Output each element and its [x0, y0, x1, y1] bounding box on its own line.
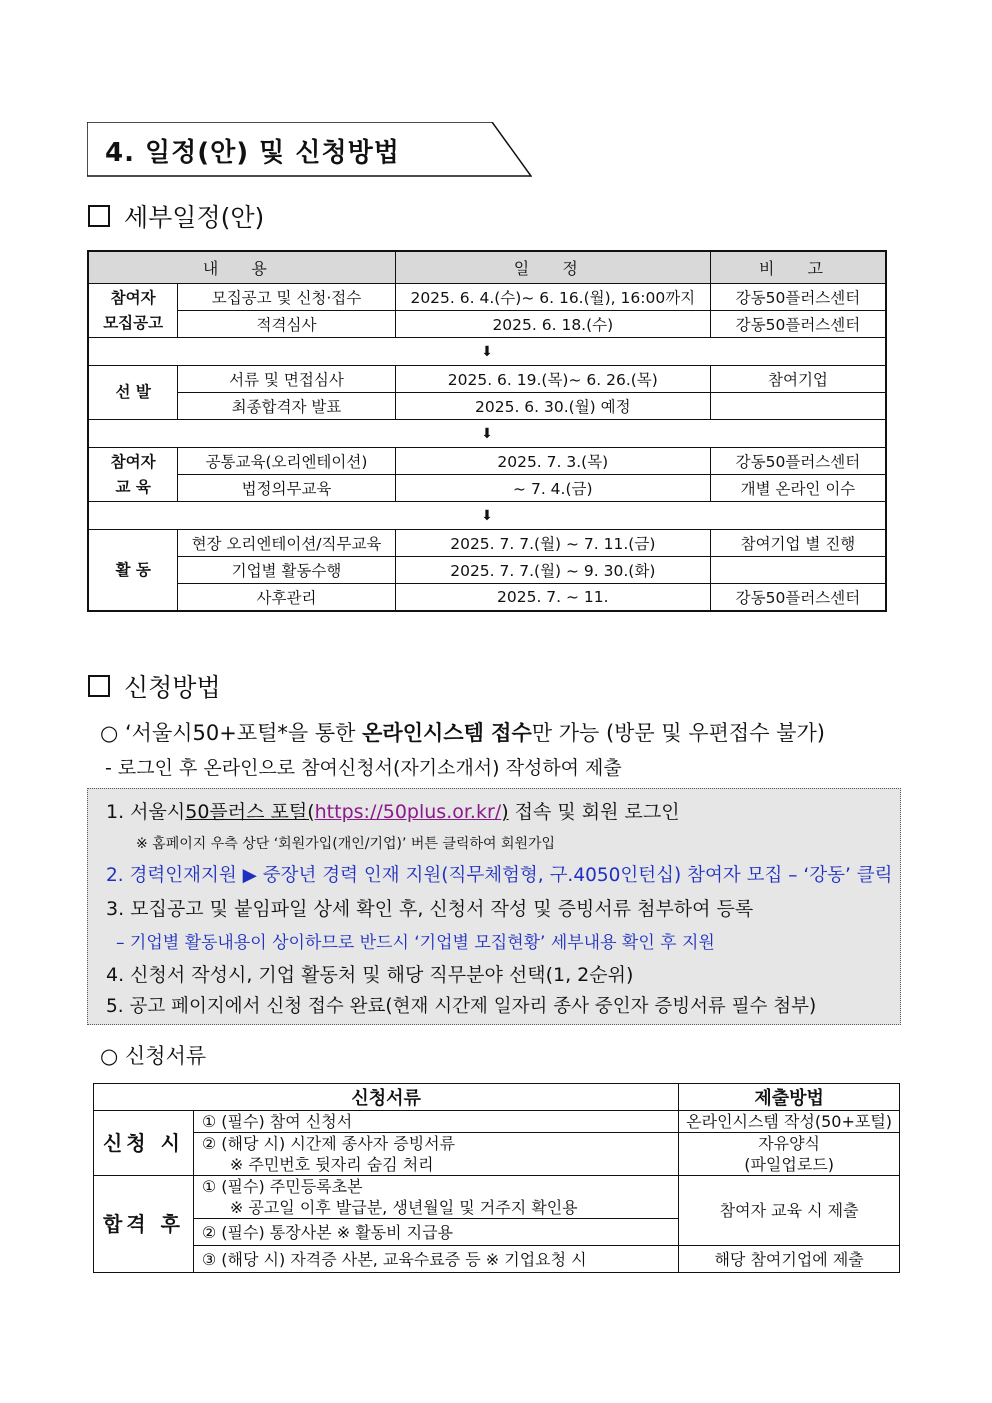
row-date: 2025. 7. ~ 11.: [395, 584, 710, 612]
header-submission: 제출방법: [679, 1084, 900, 1111]
doc-item: ① (필수) 참여 신청서: [193, 1111, 678, 1133]
docs-header-row: [94, 1084, 900, 1111]
arrow-row: [88, 338, 886, 366]
row-item: 현장 오리엔테이션/직무교육: [178, 530, 395, 557]
table-row: [88, 584, 886, 612]
table-row: [88, 475, 886, 502]
row-item: 법정의무교육: [178, 475, 395, 502]
row-item: 적격심사: [178, 311, 395, 338]
header-note: 비 고: [710, 251, 886, 284]
doc-item: ② (해당 시) 시간제 종사자 증빙서류 ※ 주민번호 뒷자리 숨김 처리: [193, 1133, 678, 1176]
table-row: [94, 1133, 900, 1176]
section-heading: 4. 일정(안) 및 신청방법: [105, 138, 400, 168]
group-recruit: 참여자 모집공고: [88, 284, 178, 338]
table-row: [88, 366, 886, 393]
doc-item: ① (필수) 주민등록초본 ※ 공고일 이후 발급분, 생년월일 및 거주지 확인용: [193, 1176, 678, 1219]
doc-item: ③ (해당 시) 자격증 사본, 교육수료증 등 ※ 기업요청 시: [193, 1246, 678, 1273]
table-row: [88, 448, 886, 475]
row-date: 2025. 6. 18.(수): [395, 311, 710, 338]
row-date: 2025. 6. 4.(수)~ 6. 16.(월), 16:00까지: [395, 284, 710, 311]
online-system-emphasis: 온라인시스템 접수: [362, 721, 532, 745]
schedule-title: [88, 198, 264, 234]
row-date: 2025. 6. 30.(월) 예정: [395, 393, 710, 420]
arrow-row: [88, 502, 886, 530]
header-content: 내 용: [88, 251, 395, 284]
down-arrow-icon: ⬇: [88, 502, 886, 530]
down-arrow-icon: ⬇: [88, 420, 886, 448]
row-date: 2025. 6. 19.(목)~ 6. 26.(목): [395, 366, 710, 393]
group-education: 참여자 교 육: [88, 448, 178, 502]
step-2: 2. 경력인재지원 ▶ 중장년 경력 인재 지원(직무체험형, 구.4050인턴십) 참여자 모집 – ‘강동’ 클릭: [106, 865, 893, 886]
doc-method: 자유양식 (파일업로드): [679, 1133, 900, 1176]
table-row: [88, 311, 886, 338]
step-3-note: – 기업별 활동내용이 상이하므로 반드시 ‘기업별 모집현황’ 세부내용 확인 후 지원: [116, 933, 715, 953]
row-note: [710, 393, 886, 420]
table-row: [94, 1246, 900, 1273]
group-activity: 활 동: [88, 530, 178, 612]
login-instruction: - 로그인 후 온라인으로 참여신청서(자기소개서) 작성하여 제출: [105, 757, 622, 779]
down-arrow-icon: ⬇: [88, 338, 886, 366]
row-item: 최종합격자 발표: [178, 393, 395, 420]
doc-method: 해당 참여기업에 제출: [679, 1246, 900, 1273]
documents-table: [93, 1083, 900, 1273]
step-1: 1. 서울시50플러스 포털(https://50plus.or.kr/) 접속 및 회원 로그인: [106, 801, 680, 823]
application-steps-box: [87, 788, 901, 1025]
row-item: 모집공고 및 신청·접수: [178, 284, 395, 311]
row-note: 강동50플러스센터: [710, 284, 886, 311]
row-date: 2025. 7. 3.(목): [395, 448, 710, 475]
row-note: 강동50플러스센터: [710, 311, 886, 338]
schedule-header-row: [88, 251, 886, 284]
row-item: 공통교육(오리엔테이션): [178, 448, 395, 475]
row-note: [710, 557, 886, 584]
doc-method: 온라인시스템 작성(50+포털): [679, 1111, 900, 1133]
row-date: ~ 7. 4.(금): [395, 475, 710, 502]
signup-note: ※ 홈페이지 우측 상단 ‘회원가입(개인/기업)’ 버튼 클릭하여 회원가입: [136, 836, 556, 852]
checkbox-square-icon: [88, 675, 110, 697]
checkbox-square-icon: [88, 205, 110, 227]
table-row: [94, 1111, 900, 1133]
doc-item: ② (필수) 통장사본 ※ 활동비 지급용: [193, 1219, 678, 1246]
method-title-text: 신청방법: [124, 673, 221, 702]
group-apply: 신청 시: [94, 1111, 194, 1176]
table-row: [94, 1176, 900, 1219]
schedule-title-text: 세부일정(안): [124, 203, 265, 232]
row-note: 강동50플러스센터: [710, 448, 886, 475]
table-row: [88, 530, 886, 557]
row-date: 2025. 7. 7.(월) ~ 7. 11.(금): [395, 530, 710, 557]
row-note: 개별 온라인 이수: [710, 475, 886, 502]
online-only-bullet: ○ ‘서울시50+포털*을 통한 온라인시스템 접수만 가능 (방문 및 우편접수 불가): [100, 721, 825, 745]
header-date: 일 정: [395, 251, 710, 284]
row-item: 기업별 활동수행: [178, 557, 395, 584]
step-3: 3. 모집공고 및 붙임파일 상세 확인 후, 신청서 작성 및 증빙서류 첨부하여 등록: [106, 898, 754, 920]
table-row: [88, 557, 886, 584]
portal-link[interactable]: https://50plus.or.kr/: [314, 801, 502, 823]
header-documents: 신청서류: [94, 1084, 679, 1111]
row-item: 서류 및 면접심사: [178, 366, 395, 393]
row-note: 참여기업 별 진행: [710, 530, 886, 557]
table-row: [88, 393, 886, 420]
table-row: [88, 284, 886, 311]
documents-bullet: ○ 신청서류: [100, 1044, 207, 1068]
step-4: 4. 신청서 작성시, 기업 활동처 및 해당 직무분야 선택(1, 2순위): [106, 964, 634, 986]
group-selection: 선 발: [88, 366, 178, 420]
method-title: [88, 668, 221, 704]
row-date: 2025. 7. 7.(월) ~ 9. 30.(화): [395, 557, 710, 584]
section-heading-box: [87, 122, 532, 177]
row-note: 참여기업: [710, 366, 886, 393]
row-note: 강동50플러스센터: [710, 584, 886, 612]
step-5: 5. 공고 페이지에서 신청 접수 완료(현재 시간제 일자리 종사 중인자 증빙서류 필수 첨부): [106, 996, 817, 1017]
doc-method: 참여자 교육 시 제출: [679, 1176, 900, 1246]
group-after-pass: 합격 후: [94, 1176, 194, 1273]
schedule-table: [87, 250, 887, 612]
arrow-row: [88, 420, 886, 448]
row-item: 사후관리: [178, 584, 395, 612]
